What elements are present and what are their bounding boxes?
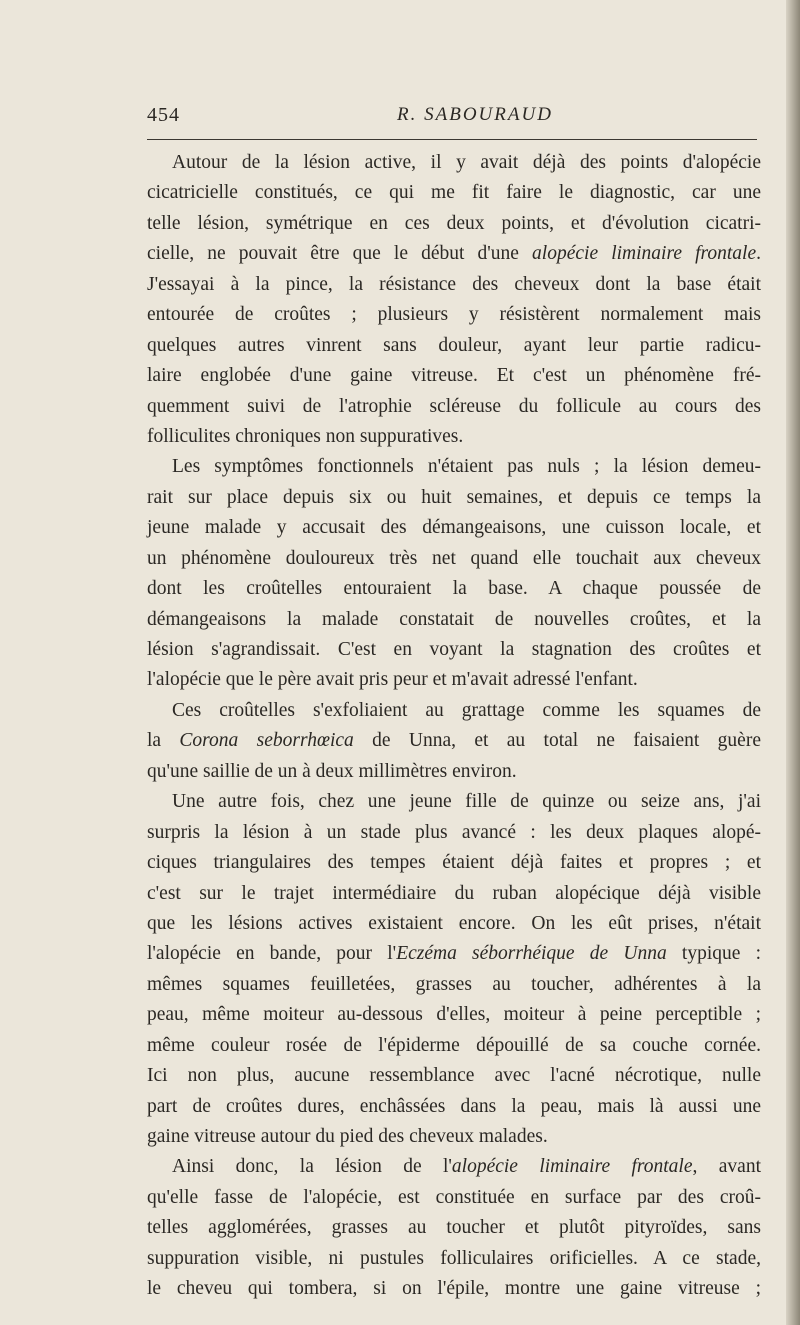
page-number: 454 <box>147 104 180 126</box>
text-line: telle lésion, symétrique en ces deux points, et d'évolution cicatri- <box>147 212 761 234</box>
text-line: gaine vitreuse autour du pied des cheveux malades. <box>147 1126 548 1147</box>
text-line: même couleur rosée de l'épiderme dépouillé de sa couche cornée. <box>147 1034 761 1056</box>
text-line: quemment suivi de l'atrophie scléreuse du follicule au cours des <box>147 395 761 417</box>
text-segment: typique : <box>666 943 761 965</box>
text-line <box>147 726 761 756</box>
text-line: folliculites chroniques non suppuratives. <box>147 425 464 447</box>
body-text <box>147 148 761 1305</box>
text-line: cicatricielle constitués, ce qui me fit faire le diagnostic, car une <box>147 182 761 204</box>
text-line: lésion s'agrandissait. C'est en voyant la stagnation des croûtes et <box>147 639 761 660</box>
text-segment: Ainsi donc, la lésion de l' <box>172 1156 452 1178</box>
text-line: entourée de croûtes ; plusieurs y résistèrent normalement mais <box>147 304 761 326</box>
text-line: laire englobée d'une gaine vitreuse. Et c'est un phénomène fré- <box>147 365 761 387</box>
text-line: J'essayai à la pince, la résistance des cheveux dont la base était <box>147 273 761 295</box>
text-segment: la <box>147 730 180 752</box>
text-line: c'est sur le trajet intermédiaire du ruban alopécique déjà visible <box>147 882 761 904</box>
text-line: suppuration visible, ni pustules folliculaires orificielles. A ce stade, <box>147 1247 761 1269</box>
text-segment: cielle, ne pouvait être que le début d'une <box>147 243 533 265</box>
text-line <box>147 239 761 269</box>
italic-term: Corona seborrhœica <box>179 730 354 752</box>
text-line <box>147 939 761 969</box>
text-line: surpris la lésion à un stade plus avancé : les deux plaques alopé- <box>147 821 761 843</box>
italic-term: Eczéma séborrhéique de Unna <box>396 943 667 965</box>
text-line: telles agglomérées, grasses au toucher et plutôt pityroïdes, sans <box>147 1217 761 1239</box>
text-line: ciques triangulaires des tempes étaient déjà faites et propres ; et <box>147 852 761 874</box>
header-rule <box>147 139 757 140</box>
text-line: qu'une saillie de un à deux millimètres environ. <box>147 760 517 782</box>
text-line: rait sur place depuis six ou huit semaines, et depuis ce temps la <box>147 486 761 508</box>
text-line: quelques autres vinrent sans douleur, ayant leur partie radicu- <box>147 334 761 356</box>
text-line: peau, même moiteur au-dessous d'elles, moiteur à peine perceptible ; <box>147 1004 761 1026</box>
text-line: qu'elle fasse de l'alopécie, est constituée en surface par des croû- <box>147 1186 761 1208</box>
text-line: l'alopécie que le père avait pris peur et m'avait adressé l'enfant. <box>147 669 638 691</box>
text-line: dont les croûtelles entouraient la base. A chaque poussée de <box>147 578 761 600</box>
text-line: le cheveu qui tombera, si on l'épile, montre une gaine vitreuse ; <box>147 1278 761 1300</box>
text-line: Ces croûtelles s'exfoliaient au grattage comme les squames de <box>172 699 761 721</box>
italic-term: alopécie liminaire frontale <box>532 243 757 265</box>
text-line: démangeaisons la malade constatait de nouvelles croûtes, et la <box>147 608 761 630</box>
text-line: Ici non plus, aucune ressemblance avec l'acné nécrotique, nulle <box>147 1065 761 1087</box>
text-line: part de croûtes dures, enchâssées dans la peau, mais là aussi une <box>147 1095 761 1117</box>
text-line: que les lésions actives existaient encore. On les eût prises, n'était <box>147 912 761 934</box>
text-line: jeune malade y accusait des démangeaisons, une cuisson locale, et <box>147 517 761 539</box>
page-header <box>147 104 757 134</box>
text-segment: . <box>756 243 761 265</box>
italic-term: alopécie liminaire frontale <box>451 1156 693 1178</box>
text-line: Une autre fois, chez une jeune fille de quinze ou seize ans, j'ai <box>172 791 761 813</box>
text-line: mêmes squames feuilletées, grasses au toucher, adhérentes à la <box>147 973 761 995</box>
text-line: un phénomène douloureux très net quand elle touchait aux cheveux <box>147 547 761 569</box>
running-head: R. SABOURAUD <box>397 104 553 125</box>
page-edge-shadow <box>786 0 800 1325</box>
text-segment: , avant <box>692 1156 761 1178</box>
text-segment: de Unna, et au total ne faisaient guère <box>353 730 761 752</box>
text-segment: l'alopécie en bande, pour l' <box>147 943 397 965</box>
text-line <box>147 1152 761 1182</box>
text-line: Les symptômes fonctionnels n'étaient pas nuls ; la lésion demeu- <box>172 456 761 478</box>
text-line: Autour de la lésion active, il y avait déjà des points d'alopécie <box>172 152 761 173</box>
